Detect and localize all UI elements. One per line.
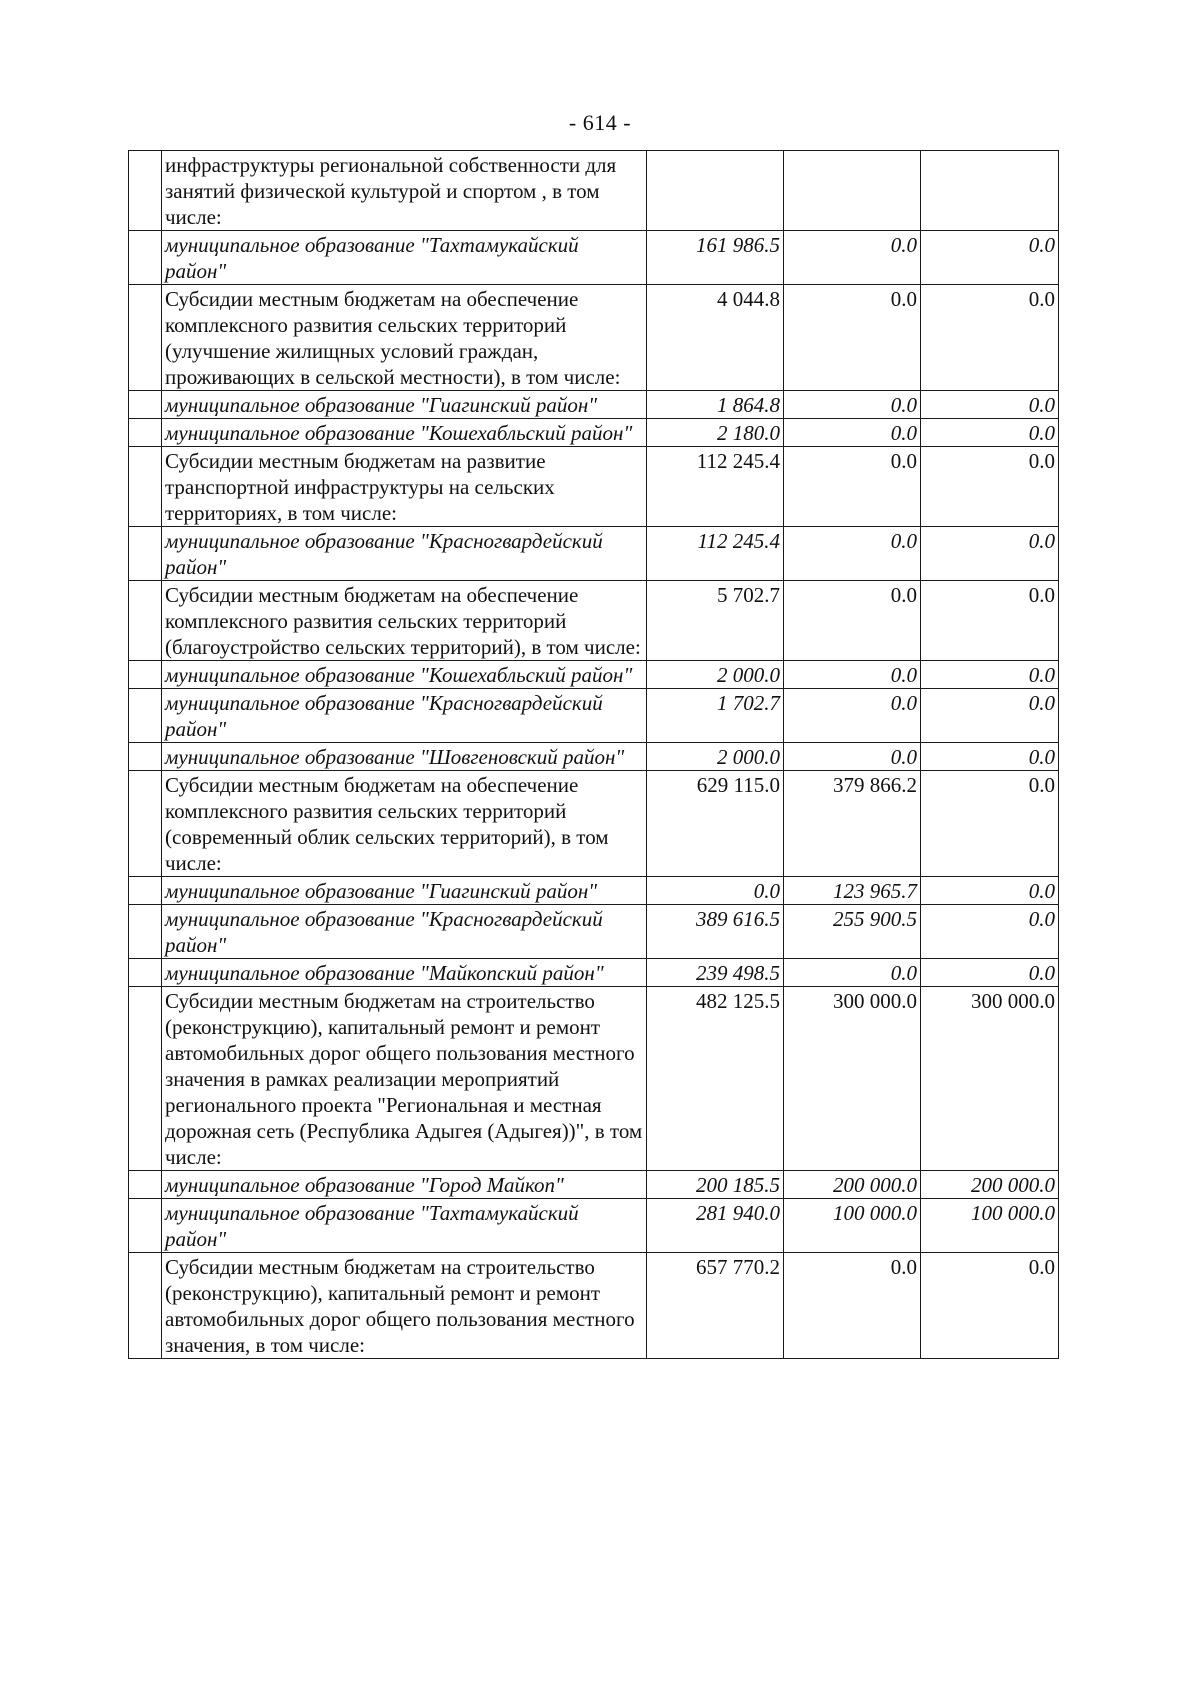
row-name-cell: инфраструктуры региональной собственности для занятий физической культурой и спортом , в том числе: [162,151,647,231]
row-amount-year-3: 0.0 [921,959,1059,987]
row-amount-year-3: 300 000.0 [921,987,1059,1171]
row-amount-year-1: 2 180.0 [647,419,784,447]
table-row-subsidy [129,771,1059,877]
row-amount-year-1: 482 125.5 [647,987,784,1171]
row-index-cell [129,581,162,661]
row-amount-year-3 [921,151,1059,231]
page-number: - 614 - [568,110,632,135]
row-amount-year-1: 389 616.5 [647,905,784,959]
row-amount-year-2: 0.0 [784,689,921,743]
row-name-cell: Субсидии местным бюджетам на обеспечение комплексного развития сельских территорий (улучшение жилищных условий граждан, проживающих в сельской местности), в том числе: [162,285,647,391]
row-name-cell: муниципальное образование "Кошехабльский район" [162,661,647,689]
table-row-municipality [129,527,1059,581]
row-amount-year-2: 0.0 [784,527,921,581]
row-amount-year-1: 239 498.5 [647,959,784,987]
row-amount-year-3: 0.0 [921,419,1059,447]
row-amount-year-3: 200 000.0 [921,1171,1059,1199]
row-amount-year-2: 100 000.0 [784,1199,921,1253]
row-amount-year-2: 0.0 [784,285,921,391]
row-amount-year-3: 0.0 [921,581,1059,661]
row-amount-year-1: 5 702.7 [647,581,784,661]
table-row-municipality [129,905,1059,959]
table-row-municipality [129,877,1059,905]
row-index-cell [129,1171,162,1199]
row-name-cell: муниципальное образование "Тахтамукайский район" [162,231,647,285]
row-index-cell [129,877,162,905]
row-name-cell: муниципальное образование "Майкопский район" [162,959,647,987]
row-name-cell: муниципальное образование "Тахтамукайский район" [162,1199,647,1253]
row-amount-year-3: 0.0 [921,285,1059,391]
table-row-municipality [129,391,1059,419]
table-row-municipality [129,419,1059,447]
row-amount-year-1: 281 940.0 [647,1199,784,1253]
row-amount-year-3: 0.0 [921,391,1059,419]
table-row-municipality [129,661,1059,689]
row-index-cell [129,771,162,877]
budget-table [128,150,1059,1359]
row-amount-year-1: 2 000.0 [647,661,784,689]
row-amount-year-3: 0.0 [921,661,1059,689]
row-amount-year-1 [647,151,784,231]
row-amount-year-3: 0.0 [921,877,1059,905]
row-index-cell [129,743,162,771]
row-amount-year-1: 1 702.7 [647,689,784,743]
budget-table-body [129,151,1059,1359]
row-amount-year-2: 123 965.7 [784,877,921,905]
row-index-cell [129,661,162,689]
row-index-cell [129,905,162,959]
row-amount-year-1: 0.0 [647,877,784,905]
table-row-subsidy [129,447,1059,527]
table-row-subsidy [129,987,1059,1171]
row-name-cell: Субсидии местным бюджетам на строительство (реконструкцию), капитальный ремонт и ремонт автомобильных дорог общего пользования местного значения, в том числе: [162,1253,647,1359]
row-amount-year-1: 112 245.4 [647,447,784,527]
row-amount-year-2: 0.0 [784,959,921,987]
row-amount-year-2: 255 900.5 [784,905,921,959]
row-amount-year-3: 0.0 [921,231,1059,285]
row-name-cell: муниципальное образование "Гиагинский район" [162,391,647,419]
row-amount-year-2: 379 866.2 [784,771,921,877]
table-row-subsidy [129,581,1059,661]
row-amount-year-3: 0.0 [921,771,1059,877]
table-row-municipality [129,1171,1059,1199]
row-name-cell: муниципальное образование "Красногвардейский район" [162,905,647,959]
row-index-cell [129,959,162,987]
row-index-cell [129,391,162,419]
table-row-municipality [129,1199,1059,1253]
row-amount-year-3: 0.0 [921,447,1059,527]
row-amount-year-2: 0.0 [784,661,921,689]
row-amount-year-3: 0.0 [921,527,1059,581]
row-index-cell [129,285,162,391]
row-amount-year-1: 629 115.0 [647,771,784,877]
row-name-cell: муниципальное образование "Шовгеновский район" [162,743,647,771]
table-row-subsidy [129,151,1059,231]
row-name-cell: Субсидии местным бюджетам на строительство (реконструкцию), капитальный ремонт и ремонт автомобильных дорог общего пользования местного значения в рамках реализации мероприятий регионального проекта "Региональная и местная дорожная сеть (Республика Адыгея (Адыгея))", в том числе: [162,987,647,1171]
row-amount-year-1: 112 245.4 [647,527,784,581]
row-amount-year-2: 0.0 [784,1253,921,1359]
row-name-cell: Субсидии местным бюджетам на обеспечение комплексного развития сельских территорий (благоустройство сельских территорий), в том числе: [162,581,647,661]
row-amount-year-1: 4 044.8 [647,285,784,391]
row-amount-year-2: 0.0 [784,447,921,527]
row-name-cell: Субсидии местным бюджетам на развитие транспортной инфраструктуры на сельских территориях, в том числе: [162,447,647,527]
row-amount-year-1: 1 864.8 [647,391,784,419]
row-index-cell [129,987,162,1171]
row-name-cell: Субсидии местным бюджетам на обеспечение комплексного развития сельских территорий (современный облик сельских территорий), в том числе: [162,771,647,877]
row-amount-year-3: 0.0 [921,689,1059,743]
row-index-cell [129,447,162,527]
table-row-municipality [129,743,1059,771]
row-amount-year-2 [784,151,921,231]
row-amount-year-2: 0.0 [784,581,921,661]
row-amount-year-1: 161 986.5 [647,231,784,285]
row-name-cell: муниципальное образование "Кошехабльский район" [162,419,647,447]
row-amount-year-3: 0.0 [921,1253,1059,1359]
row-index-cell [129,151,162,231]
table-row-subsidy [129,285,1059,391]
table-row-municipality [129,231,1059,285]
row-amount-year-2: 200 000.0 [784,1171,921,1199]
row-index-cell [129,1199,162,1253]
row-amount-year-3: 100 000.0 [921,1199,1059,1253]
row-name-cell: муниципальное образование "Гиагинский район" [162,877,647,905]
row-amount-year-1: 2 000.0 [647,743,784,771]
row-index-cell [129,1253,162,1359]
row-amount-year-3: 0.0 [921,743,1059,771]
row-amount-year-2: 0.0 [784,391,921,419]
row-amount-year-2: 300 000.0 [784,987,921,1171]
row-amount-year-3: 0.0 [921,905,1059,959]
row-amount-year-2: 0.0 [784,419,921,447]
row-amount-year-2: 0.0 [784,231,921,285]
table-row-municipality [129,689,1059,743]
table-row-subsidy [129,1253,1059,1359]
row-amount-year-1: 657 770.2 [647,1253,784,1359]
row-index-cell [129,527,162,581]
row-name-cell: муниципальное образование "Красногвардейский район" [162,527,647,581]
row-name-cell: муниципальное образование "Красногвардейский район" [162,689,647,743]
row-index-cell [129,689,162,743]
row-amount-year-2: 0.0 [784,743,921,771]
row-index-cell [129,419,162,447]
row-name-cell: муниципальное образование "Город Майкоп" [162,1171,647,1199]
table-row-municipality [129,959,1059,987]
row-index-cell [129,231,162,285]
row-amount-year-1: 200 185.5 [647,1171,784,1199]
